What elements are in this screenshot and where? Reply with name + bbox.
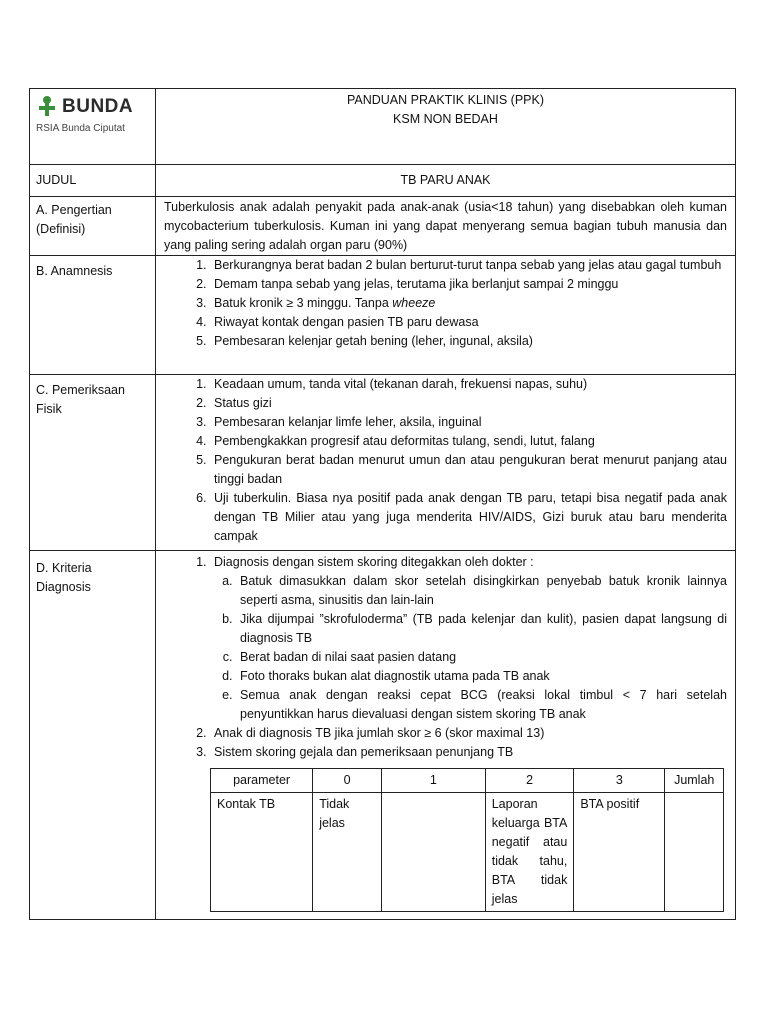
logo-subtitle: RSIA Bunda Ciputat (36, 123, 125, 134)
table-cell: Laporan keluarga BTA negatif atau tidak tahu, BTA tidak jelas (485, 793, 574, 912)
table-cell: Kontak TB (211, 793, 313, 912)
list-item: e. Semua anak dengan reaksi cepat BCG (reaksi lokal timbul < 7 hari setelah penyuntikkan harus dievaluasi dengan sistem skoring TB anak (236, 686, 727, 724)
table-cell (665, 793, 724, 912)
table-header-cell: 0 (313, 769, 382, 793)
section-d-label: D. Kriteria Diagnosis (30, 551, 156, 919)
list-item: 4. Riwayat kontak dengan pasien TB paru dewasa (210, 313, 727, 332)
bunda-logo-icon (36, 95, 58, 117)
section-c-content (156, 375, 735, 550)
logo-cell (30, 89, 156, 164)
table-header-cell: parameter (211, 769, 313, 793)
judul-row (30, 164, 735, 196)
table-cell: BTA positif (574, 793, 665, 912)
header-row (30, 89, 735, 164)
list-item: 4. Pembengkakkan progresif atau deformitas tulang, sendi, lutut, falang (210, 432, 727, 451)
section-a-label: A. Pengertian (Definisi) (30, 197, 156, 255)
kriteria-list (164, 553, 727, 762)
list-item: a. Batuk dimasukkan dalam skor setelah disingkirkan penyebab batuk kronik lainnya seperti asma, sinusitis dan lain-lain (236, 572, 727, 610)
list-item: 2. Demam tanpa sebab yang jelas, terutama jika berlanjut sampai 2 minggu (210, 275, 727, 294)
section-a-row (30, 196, 735, 255)
kriteria-sublist (214, 572, 727, 724)
list-item: 3. Batuk kronik ≥ 3 minggu. Tanpa wheeze (210, 294, 727, 313)
title-cell (156, 89, 735, 164)
judul-value: TB PARU ANAK (400, 173, 491, 187)
pemeriksaan-list (164, 375, 727, 546)
list-item: 1. Keadaan umum, tanda vital (tekanan darah, frekuensi napas, suhu) (210, 375, 727, 394)
section-d-content (156, 551, 735, 919)
list-item: 6. Uji tuberkulin. Biasa nya positif pada anak dengan TB paru, tetapi bisa negatif pada anak dengan TB Milier atau yang juga menderita HIV/AIDS, Gizi buruk atau baru menderita campak (210, 489, 727, 546)
list-item: c. Berat badan di nilai saat pasien datang (236, 648, 727, 667)
title-line-2: KSM NON BEDAH (393, 112, 498, 126)
logo-text: BUNDA (62, 95, 134, 117)
list-item: 5. Pembesaran kelenjar getah bening (leher, ingunal, aksila) (210, 332, 727, 351)
section-b-label: B. Anamnesis (30, 256, 156, 374)
list-item: 3. Pembesaran kelanjar limfe leher, aksila, inguinal (210, 413, 727, 432)
list-item: 1. Berkurangnya berat badan 2 bulan berturut-turut tanpa sebab yang jelas atau gagal tumbuh (210, 256, 727, 275)
list-item: 5. Pengukuran berat badan menurut umun dan atau pengukuran berat menurut panjang atau tinggi badan (210, 451, 727, 489)
section-c-row (30, 374, 735, 550)
list-item: 2. Status gizi (210, 394, 727, 413)
section-c-label: C. Pemeriksaan Fisik (30, 375, 156, 550)
section-b-row (30, 255, 735, 374)
list-item: 1. Diagnosis dengan sistem skoring ditegakkan oleh dokter : a. Batuk dimasukkan dalam skor setelah disingkirkan penyebab batuk kronik lainnya seperti asma, sinusitis dan lain-lain b. Jika dijumpai ”skrofuloderma” (TB pada kelenjar dan kulit), pasien dapat langsung di diagnosis TB c. Berat badan di nilai saat pasien datang d. Foto thoraks bukan alat diagnostik utama pada TB anak e. Semua anak dengan reaksi cepat BCG (reaksi lokal timbul < 7 hari setelah penyuntikkan harus dievaluasi dengan sistem skoring TB anak (210, 553, 727, 724)
section-d-row (30, 550, 735, 919)
list-item: d. Foto thoraks bukan alat diagnostik utama pada TB anak (236, 667, 727, 686)
table-header-cell: 1 (381, 769, 485, 793)
judul-label: JUDUL (30, 165, 156, 196)
table-header-cell: 3 (574, 769, 665, 793)
section-a-text: Tuberkulosis anak adalah penyakit pada anak-anak (usia<18 tahun) yang disebabkan oleh kuman mycobacterium tuberkulosis. Kuman ini yang dapat menyerang semua bagian tubuh manusia dan yang paling sering adalah organ paru (90%) (164, 200, 727, 252)
logo (36, 95, 149, 117)
table-header-row (211, 769, 724, 793)
title-line-1: PANDUAN PRAKTIK KLINIS (PPK) (346, 93, 545, 107)
table-cell (381, 793, 485, 912)
ppk-document (29, 88, 736, 920)
table-row (211, 793, 724, 912)
list-item: 2. Anak di diagnosis TB jika jumlah skor ≥ 6 (skor maximal 13) (210, 724, 727, 743)
table-header-cell: Jumlah (665, 769, 724, 793)
table-header-cell: 2 (485, 769, 574, 793)
list-item: b. Jika dijumpai ”skrofuloderma” (TB pada kelenjar dan kulit), pasien dapat langsung di diagnosis TB (236, 610, 727, 648)
section-b-content (156, 256, 735, 374)
anamnesis-list (164, 256, 727, 351)
scoring-table (210, 768, 724, 912)
list-item: 3. Sistem skoring gejala dan pemeriksaan penunjang TB (210, 743, 727, 762)
table-cell: Tidak jelas (313, 793, 382, 912)
